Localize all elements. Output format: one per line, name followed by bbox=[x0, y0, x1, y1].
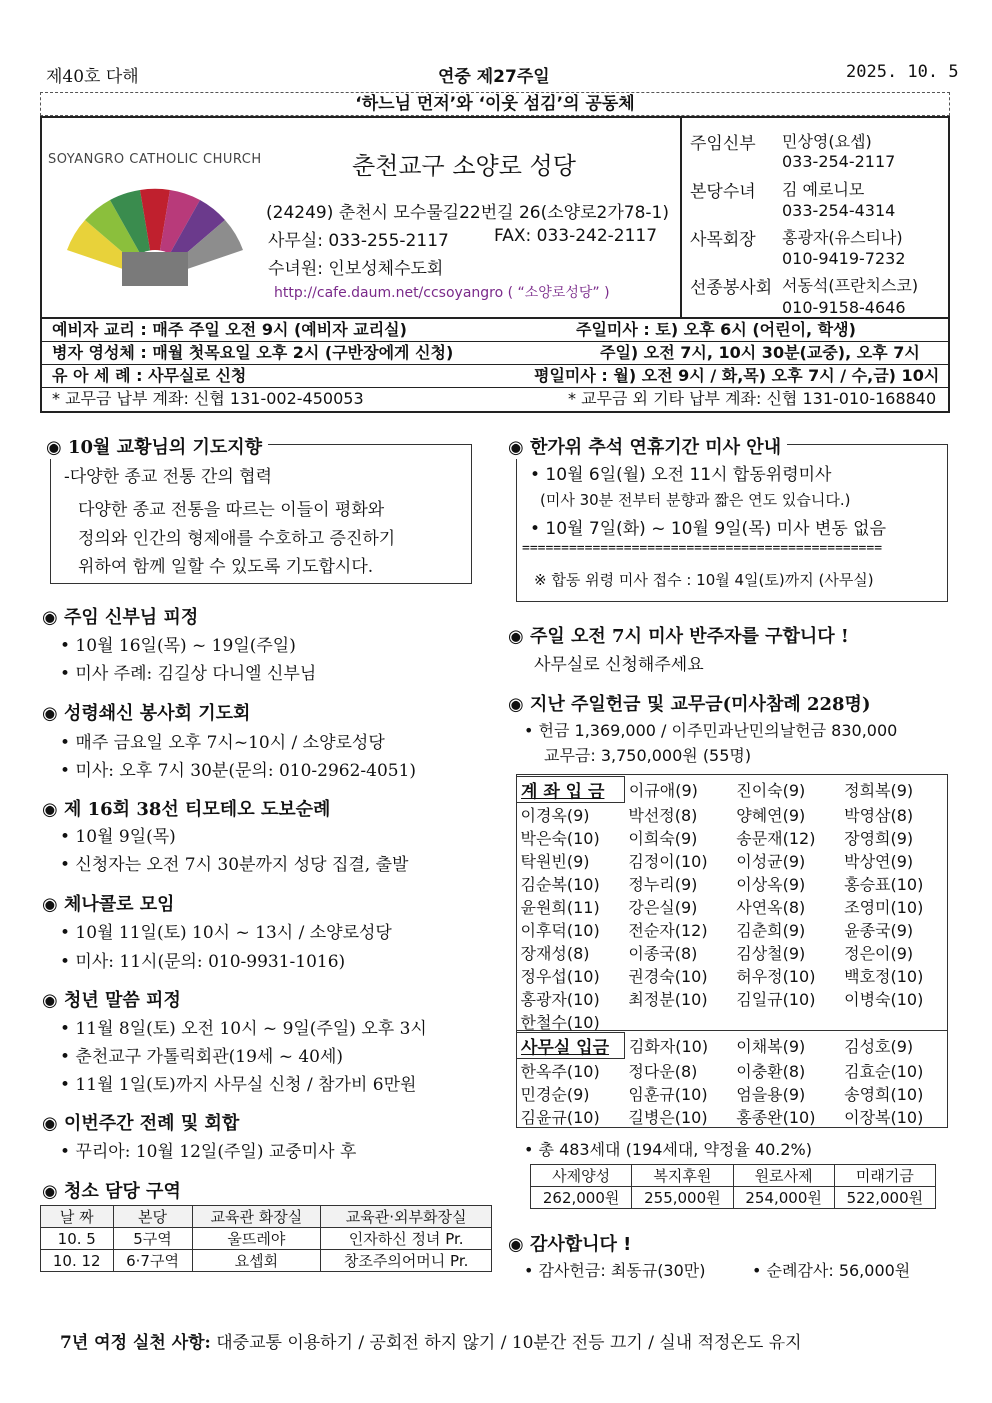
donor-name: 송문재(12) bbox=[736, 829, 816, 848]
pope-intention-line: 위하여 함께 일할 수 있도록 기도합시다. bbox=[78, 557, 374, 577]
cleaning-header: 교육관·외부화장실 bbox=[321, 1206, 492, 1228]
chuseok-note: ※ 합동 위령 미사 접수 : 10월 4일(토)까지 (사무실) bbox=[534, 571, 874, 589]
donor-name: 김화자(10) bbox=[628, 1037, 709, 1056]
donor-row bbox=[517, 1059, 949, 1083]
donor-name: 정희복(9) bbox=[844, 781, 914, 800]
donor-name: 이채복(9) bbox=[736, 1037, 806, 1056]
household-total: • 총 483세대 (194세대, 약정율 40.2%) bbox=[524, 1140, 812, 1159]
donor-name: 박상연(9) bbox=[844, 852, 914, 871]
donor-name: 엄을용(9) bbox=[736, 1085, 806, 1104]
donor-name: 김효순(10) bbox=[844, 1061, 924, 1081]
pastor-retreat-item: • 미사 주례: 김길상 다니엘 신부님 bbox=[60, 664, 317, 684]
donor-name: 정은이(9) bbox=[844, 944, 914, 963]
cleaning-cell: 10. 5 bbox=[41, 1228, 114, 1250]
church-logo-text: SOYANGRO CATHOLIC CHURCH bbox=[48, 152, 262, 167]
donor-name: 이종국(8) bbox=[628, 944, 698, 963]
office-donor-table bbox=[516, 1032, 948, 1128]
youth-retreat-item: • 춘천교구 가톨릭회관(19세 ~ 40세) bbox=[60, 1047, 344, 1067]
fund-value: 522,000원 bbox=[834, 1187, 935, 1209]
server-wanted-title: ◉ 주일 오전 7시 미사 반주자를 구합니다 ! bbox=[508, 626, 849, 647]
prayer-meeting-title: ◉ 성령쇄신 봉사회 기도회 bbox=[42, 703, 251, 724]
staff-phone: 010-9419-7232 bbox=[782, 249, 906, 268]
parish-motto: ‘하느님 먼저’와 ‘이웃 섬김’의 공동체 bbox=[40, 92, 950, 116]
cleaning-cell: 창조주의어머니 Pr. bbox=[321, 1250, 492, 1272]
schedule-row bbox=[40, 388, 950, 411]
pope-intention-line: 다양한 종교 전통을 따르는 이들이 평화와 bbox=[78, 500, 385, 520]
donor-name: 홍광자(10) bbox=[520, 990, 600, 1009]
cleaning-table bbox=[40, 1205, 492, 1272]
donor-row bbox=[517, 1082, 949, 1105]
donor-row bbox=[517, 1105, 949, 1128]
donor-name: 박은숙(10) bbox=[520, 829, 600, 848]
fund-value: 262,000원 bbox=[531, 1187, 632, 1209]
schedule-right: * 교무금 외 기타 납부 계좌: 신협 131-010-168840 bbox=[568, 389, 937, 408]
donor-name: 전순자(12) bbox=[628, 921, 708, 940]
staff-name: 김 예로니모 bbox=[782, 180, 865, 199]
staff-role: 사목회장 bbox=[690, 230, 756, 250]
prayer-meeting-item: • 매주 금요일 오후 7시~10시 / 소양로성당 bbox=[60, 733, 385, 753]
footer-label: 7년 여정 실천 사항: bbox=[60, 1333, 211, 1353]
footer bbox=[60, 1328, 802, 1353]
cleaning-cell: 인자하신 정녀 Pr. bbox=[321, 1228, 492, 1250]
staff-role: 주임신부 bbox=[690, 134, 756, 154]
donor-name: 이경옥(9) bbox=[520, 806, 590, 825]
donor-name: 탁원빈(9) bbox=[520, 852, 590, 871]
cleaning-header: 교육관 화장실 bbox=[192, 1206, 321, 1228]
donor-list-label: 계 좌 입 금 bbox=[517, 777, 625, 803]
donor-name: 김성호(9) bbox=[844, 1037, 914, 1056]
schedule-left: 유 아 세 례 : 사무실로 신청 bbox=[52, 366, 247, 385]
chuseok-divider: ============================================== bbox=[522, 541, 883, 556]
donor-name: 민경순(9) bbox=[520, 1085, 590, 1104]
chuseok-line: • 10월 6일(월) 오전 11시 합동위령미사 bbox=[530, 465, 832, 485]
church-address: (24249) 춘천시 모수물길22번길 26(소양로2가78-1) bbox=[266, 203, 669, 223]
donor-row bbox=[517, 777, 949, 803]
donor-row bbox=[517, 826, 949, 849]
cleaning-cell: 울뜨레야 bbox=[192, 1228, 321, 1250]
convent-name: 수녀원: 인보성체수도회 bbox=[268, 259, 444, 279]
donor-name: 길병은(10) bbox=[628, 1108, 708, 1127]
donor-name: 허우정(10) bbox=[736, 967, 816, 986]
liturgical-week: 연중 제27주일 bbox=[438, 67, 550, 87]
fax-number: FAX: 033-242-2117 bbox=[494, 226, 658, 246]
donor-row bbox=[517, 987, 949, 1010]
donor-name: 이성균(9) bbox=[736, 852, 806, 871]
offering-title: ◉ 지난 주일헌금 및 교무금(미사참례 228명) bbox=[508, 694, 871, 715]
pastor-retreat-title: ◉ 주임 신부님 피정 bbox=[42, 607, 199, 628]
cleaning-header: 날 짜 bbox=[41, 1206, 114, 1228]
cenacolo-item: • 10월 11일(토) 10시 ~ 13시 / 소양로성당 bbox=[60, 923, 392, 943]
chuseok-line: • 10월 7일(화) ~ 10월 9일(목) 미사 변동 없음 bbox=[530, 519, 886, 539]
staff-phone: 010-9158-4646 bbox=[782, 298, 906, 317]
pope-intention-title: ◉ 10월 교황님의 기도지향 bbox=[46, 433, 268, 459]
donor-name: 이희숙(9) bbox=[628, 829, 698, 848]
donor-name: 정누리(9) bbox=[628, 875, 698, 894]
youth-retreat-item: • 11월 8일(토) 오전 10시 ~ 9일(주일) 오후 3시 bbox=[60, 1019, 427, 1039]
donor-name: 양혜연(9) bbox=[736, 805, 806, 825]
cleaning-cell: 6·7구역 bbox=[113, 1250, 192, 1272]
donor-name: 조영미(10) bbox=[844, 898, 924, 917]
staff-name: 서동석(프란치스코) bbox=[782, 276, 919, 295]
fund-header: 복지후원 bbox=[632, 1165, 733, 1187]
donor-name: 이충환(8) bbox=[736, 1061, 806, 1081]
donor-name: 김윤규(10) bbox=[520, 1108, 600, 1127]
account-donor-table bbox=[516, 776, 948, 1033]
donor-row bbox=[517, 1033, 949, 1059]
donor-name: 김순복(10) bbox=[520, 875, 600, 894]
donor-name: 김춘희(9) bbox=[736, 921, 806, 940]
bulletin-date: 2025. 10. 5 bbox=[846, 62, 959, 82]
cenacolo-item: • 미사: 11시(문의: 010-9931-1016) bbox=[60, 952, 346, 972]
issue-number: 제40호 다해 bbox=[46, 67, 139, 87]
staff-role: 선종봉사회 bbox=[690, 278, 773, 298]
staff-phone: 033-254-4314 bbox=[782, 201, 896, 220]
donor-row bbox=[517, 895, 949, 918]
cenacolo-title: ◉ 체나콜로 모임 bbox=[42, 894, 175, 915]
schedule-right: 평일미사 : 월) 오전 9시 / 화,목) 오후 7시 / 수,금) 10시 bbox=[534, 366, 940, 385]
schedule-row bbox=[40, 365, 950, 388]
footer-text: 대중교통 이용하기 / 공회전 하지 않기 / 10분간 전등 끄기 / 실내 적정온도 유지 bbox=[210, 1333, 802, 1353]
donor-row bbox=[517, 849, 949, 872]
office-phone: 사무실: 033-255-2117 bbox=[268, 231, 449, 251]
cleaning-cell: 10. 12 bbox=[41, 1250, 114, 1272]
donor-name: 정우섭(10) bbox=[520, 967, 600, 986]
schedule-row bbox=[40, 342, 950, 365]
pilgrimage-title: ◉ 제 16회 38선 티모테오 도보순례 bbox=[42, 799, 331, 820]
donor-name: 사연옥(8) bbox=[736, 898, 806, 917]
schedule-right: 주일미사 : 토) 오후 6시 (어린이, 학생) bbox=[576, 320, 856, 339]
staff-role: 본당수녀 bbox=[690, 182, 756, 202]
chuseok-title: ◉ 한가위 추석 연휴기간 미사 안내 bbox=[508, 433, 787, 459]
schedule-left: 병자 영성체 : 매월 첫목요일 오후 2시 (구반장에게 신청) bbox=[52, 343, 454, 362]
thanks-line: • 감사헌금: 최동규(30만) bbox=[524, 1261, 706, 1280]
donor-row bbox=[517, 941, 949, 964]
donor-name: 백호정(10) bbox=[844, 967, 924, 986]
donor-name: 최정분(10) bbox=[628, 990, 708, 1009]
church-logo-icon bbox=[60, 170, 250, 286]
fund-header: 미래기금 bbox=[834, 1165, 935, 1187]
donor-name: 이장복(10) bbox=[844, 1108, 924, 1127]
schedule-row bbox=[40, 319, 950, 342]
donor-name: 한옥주(10) bbox=[520, 1062, 600, 1081]
donor-name: 이병숙(10) bbox=[844, 990, 924, 1009]
donor-name: 윤종국(9) bbox=[844, 921, 914, 940]
donor-row bbox=[517, 918, 949, 941]
donor-row bbox=[517, 964, 949, 987]
thanks-line: • 순례감사: 56,000원 bbox=[752, 1261, 911, 1280]
youth-retreat-item: • 11월 1일(토)까지 사무실 신청 / 참가비 6만원 bbox=[60, 1075, 417, 1095]
donor-name: 송영희(10) bbox=[844, 1085, 924, 1104]
chuseok-line: (미사 30분 전부터 분향과 짧은 연도 있습니다.) bbox=[540, 491, 851, 509]
schedule-left: * 교무금 납부 계좌: 신협 131-002-450053 bbox=[52, 389, 364, 408]
donor-name: 김정이(10) bbox=[628, 852, 708, 871]
donor-name: 이규애(9) bbox=[628, 781, 698, 800]
offering-line: • 헌금 1,369,000 / 이주민과난민의날헌금 830,000 bbox=[524, 721, 898, 740]
prayer-meeting-item: • 미사: 오후 7시 30분(문의: 010-2962-4051) bbox=[60, 761, 417, 781]
staff-phone: 033-254-2117 bbox=[782, 152, 896, 171]
donor-name: 이후덕(10) bbox=[520, 921, 600, 940]
youth-retreat-title: ◉ 청년 말씀 피정 bbox=[42, 990, 181, 1011]
church-name: 춘천교구 소양로 성당 bbox=[352, 152, 576, 180]
donor-name: 김상철(9) bbox=[736, 944, 806, 963]
pilgrimage-item: • 10월 9일(목) bbox=[60, 827, 176, 847]
offering-line: 교무금: 3,750,000원 (55명) bbox=[544, 746, 752, 765]
fund-value: 254,000원 bbox=[733, 1187, 834, 1209]
donor-name: 장영희(9) bbox=[844, 829, 914, 848]
pope-intention-subtitle: -다양한 종교 전통 간의 협력 bbox=[64, 467, 273, 487]
donor-name: 진이숙(9) bbox=[736, 781, 806, 800]
cleaning-header: 본당 bbox=[113, 1206, 192, 1228]
cafe-link[interactable]: http://cafe.daum.net/ccsoyangro ( “소양로성당” ) bbox=[274, 285, 610, 301]
donor-name: 박영삼(8) bbox=[844, 805, 914, 825]
donor-name: 홍종완(10) bbox=[736, 1108, 816, 1127]
staff-name: 민상영(요셉) bbox=[782, 132, 872, 151]
donor-row bbox=[517, 803, 949, 827]
donor-name: 박선정(8) bbox=[628, 805, 698, 825]
thanks-title: ◉ 감사합니다 ! bbox=[508, 1234, 632, 1255]
donor-list-label: 사무실 입금 bbox=[517, 1033, 625, 1059]
donor-name: 홍승표(10) bbox=[844, 875, 924, 894]
donor-name: 강은실(9) bbox=[628, 898, 698, 917]
donor-name: 윤원희(11) bbox=[520, 898, 600, 917]
weekly-meeting-item: • 꾸리아: 10월 12일(주일) 교중미사 후 bbox=[60, 1142, 357, 1162]
cleaning-title: ◉ 청소 담당 구역 bbox=[42, 1181, 181, 1202]
fund-header: 사제양성 bbox=[531, 1165, 632, 1187]
pope-intention-line: 정의와 인간의 형제애를 수호하고 증진하기 bbox=[78, 529, 396, 549]
header-divider bbox=[680, 116, 682, 319]
fund-table bbox=[530, 1164, 936, 1209]
donor-row bbox=[517, 872, 949, 895]
donor-name: 김일규(10) bbox=[736, 990, 816, 1009]
schedule-right: 주일) 오전 7시, 10시 30분(교중), 오후 7시 bbox=[600, 343, 920, 362]
server-wanted-line: 사무실로 신청해주세요 bbox=[534, 655, 704, 675]
donor-name: 임훈규(10) bbox=[628, 1085, 708, 1104]
donor-name: 권경숙(10) bbox=[628, 967, 708, 986]
cleaning-cell: 요셉회 bbox=[192, 1250, 321, 1272]
donor-row bbox=[517, 1010, 949, 1033]
donor-name: 정다운(8) bbox=[628, 1061, 698, 1081]
fund-header: 원로사제 bbox=[733, 1165, 834, 1187]
schedule-left: 예비자 교리 : 매주 주일 오전 9시 (예비자 교리실) bbox=[52, 320, 407, 339]
cleaning-cell: 5구역 bbox=[113, 1228, 192, 1250]
weekly-meeting-title: ◉ 이번주간 전례 및 회합 bbox=[42, 1113, 240, 1134]
staff-name: 홍광자(유스티나) bbox=[782, 228, 903, 247]
donor-name: 한철수(10) bbox=[520, 1013, 600, 1032]
fund-value: 255,000원 bbox=[632, 1187, 733, 1209]
donor-name: 장재성(8) bbox=[520, 944, 590, 963]
donor-name: 이상옥(9) bbox=[736, 875, 806, 894]
pilgrimage-item: • 신청자는 오전 7시 30분까지 성당 집결, 출발 bbox=[60, 855, 409, 875]
pastor-retreat-item: • 10월 16일(목) ~ 19일(주일) bbox=[60, 636, 296, 656]
